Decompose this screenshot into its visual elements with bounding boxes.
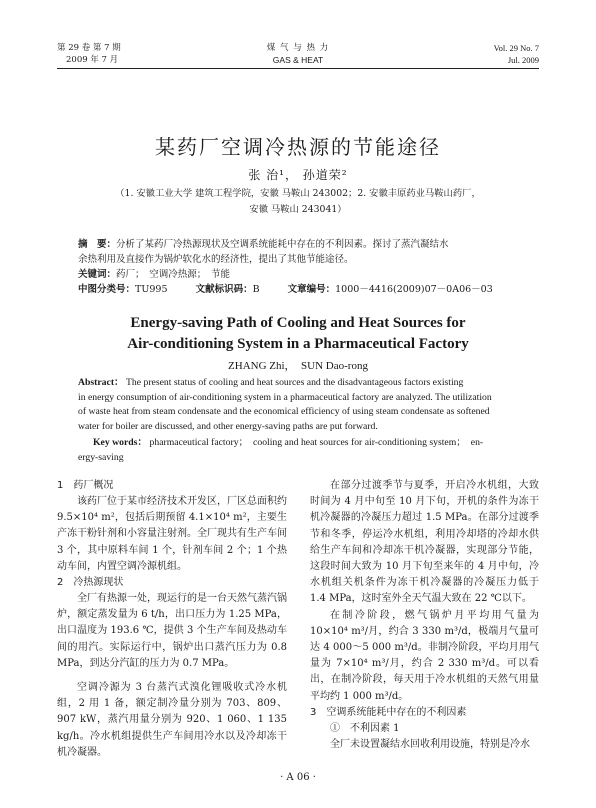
title-en-line1: Energy-saving Path of Cooling and Heat Sources for [130, 315, 466, 331]
keywords-en-label: Key words： [93, 437, 148, 448]
abstract-en [78, 376, 528, 465]
section-1-paragraph: 该药厂位于某市经济技术开发区，厂区总面积约 9.5×10⁴ m²，包括后期预留 4.1×10⁴ m²，主要生产冻干粉针剂和小容量注射剂。全厂现共有生产车间 3 个，其中原料车间 1 个，针剂车间 2 个；1 个热动车间，内置空调冷源机组。 [57, 496, 287, 572]
left-column [57, 478, 287, 761]
keywords-cn-text: 药厂； 空调冷热源； 节能 [116, 269, 231, 280]
abstract-en-line4: water for boiler are discussed, and other energy-saving paths are put forward. [78, 420, 378, 432]
authors-en: ZHANG Zhi， SUN Dao-rong [228, 360, 368, 372]
abstract-cn [78, 237, 528, 297]
date-en: Jul. 2009 [507, 55, 539, 65]
volume-en: Vol. 29 No. 7 [493, 43, 539, 53]
page-number: · A 06 · [280, 772, 316, 783]
volume-cn: 第 29 卷 第 7 期 [57, 43, 121, 53]
keywords-en-line1: pharmaceutical factory； cooling and heat sources for air-conditioning system； en- [149, 437, 484, 448]
header-rule [57, 68, 539, 69]
right-paragraph-2: 在制冷阶段，燃气锅炉月平均用气量为 10×10⁴ m³/月，约合 3 330 m³/d，极端月气量可达 4 000～5 000 m³/d。非制冷阶段，平均月用气量为 7×10⁴ m³/月，约合 2 330 m³/d。可以看出，在制冷阶段，每天用于冷水机组的天然气用量平均约 1 000 m³/d。 [310, 609, 539, 702]
doc-code-value: B [252, 284, 260, 295]
journal-name-en: GAS & HEAT [272, 55, 324, 65]
title-cn: 某药厂空调冷热源的节能途径 [155, 135, 441, 159]
abstract-en-label: Abstract： [78, 377, 124, 388]
abstract-cn-line1: 分析了某药厂冷热源现状及空调系统能耗中存在的不利因素。探讨了蒸汽凝结水 [116, 239, 449, 250]
article-meta [78, 282, 528, 297]
abstract-en-line3: of waste heat from steam condensate and the economical efficiency of using steam condensate as softened [78, 406, 490, 417]
section-2-heading: 2 冷热源现状 [57, 577, 124, 589]
section-2-paragraph-2: 空调冷源为 3 台蒸汽式溴化锂吸收式冷水机组，2 用 1 备，额定制冷量分别为 703、809、907 kW，蒸汽用量分别为 920、1 060、1 135 kg/h。冷水机组提供生产车间用冷水以及冷却冻干机冷凝器。 [57, 682, 287, 758]
abstract-cn-label: 摘 要： [78, 239, 117, 250]
journal-name-cn: 煤 气 与 热 力 [266, 43, 330, 53]
section-3-subheading: ① 不利因素 1 [330, 722, 400, 734]
section-3-paragraph: 全厂未设置凝结水回收利用设施，特别是冷水 [330, 739, 530, 751]
article-no-value: 1000－4416(2009)07－0A06－03 [335, 284, 493, 295]
abstract-cn-line2: 余热利用及直接作为锅炉软化水的经济性，提出了其他节能途径。 [78, 254, 354, 265]
right-column [310, 478, 539, 753]
right-paragraph-1: 在部分过渡季节与夏季，开启冷水机组，大致时间为 4 月中旬至 10 月下旬，开机的条件为冻干机冷凝器的冷凝压力超过 1.5 MPa。在部分过渡季节和冬季，停运冷水机组，利用冷却塔的冷却水供给生产车间和冷却冻干机冷凝器，实现部分节能，这段时间大致为 10 月下旬至来年的 4 月中旬，冷水机组关机条件为冻干机冷凝器的冷凝压力低于 1.4 MPa，这时室外全天气温大致在 22 ℃以下。 [310, 480, 539, 605]
section-2-paragraph-1: 全厂有热源一处，现运行的是一台天然气蒸汽锅炉，额定蒸发量为 6 t/h，出口压力为 1.25 MPa，出口温度为 193.6 ℃，提供 3 个生产车间及热动车间的用汽。实际运行中，锅炉出口蒸汽压力为 0.8 MPa，到达分汽缸的压力为 0.7 MPa。 [57, 593, 287, 669]
keywords-cn-label: 关键词： [78, 269, 117, 280]
abstract-en-line2: in energy consumption of air-conditioning system in a pharmaceutical factory are analyzed. The utilization [78, 391, 492, 403]
affiliation-line1: （1. 安徽工业大学 建筑工程学院，安徽 马鞍山 243002；2. 安徽丰原药业马鞍山药厂， [115, 188, 481, 199]
doc-code-label: 文献标识码： [195, 284, 253, 295]
section-1-heading: 1 药厂概况 [57, 480, 114, 491]
clc-label: 中图分类号： [78, 284, 136, 295]
affiliation-line2: 安徽 马鞍山 243041） [249, 204, 347, 215]
title-en-line2: Air-conditioning System in a Pharmaceutical Factory [127, 336, 469, 352]
date-cn: 2009 年 7 月 [66, 55, 119, 65]
abstract-en-line1: The present status of cooling and heat sources and the disadvantageous factors existing [126, 377, 464, 388]
clc-value: TU995 [135, 284, 168, 295]
keywords-en-line2: ergy-saving [78, 451, 124, 463]
section-3-heading: 3 空调系统能耗中存在的不利因素 [310, 706, 467, 718]
article-no-label: 文章编号： [287, 284, 336, 295]
authors-cn: 张 治¹， 孙道荣² [248, 168, 348, 182]
